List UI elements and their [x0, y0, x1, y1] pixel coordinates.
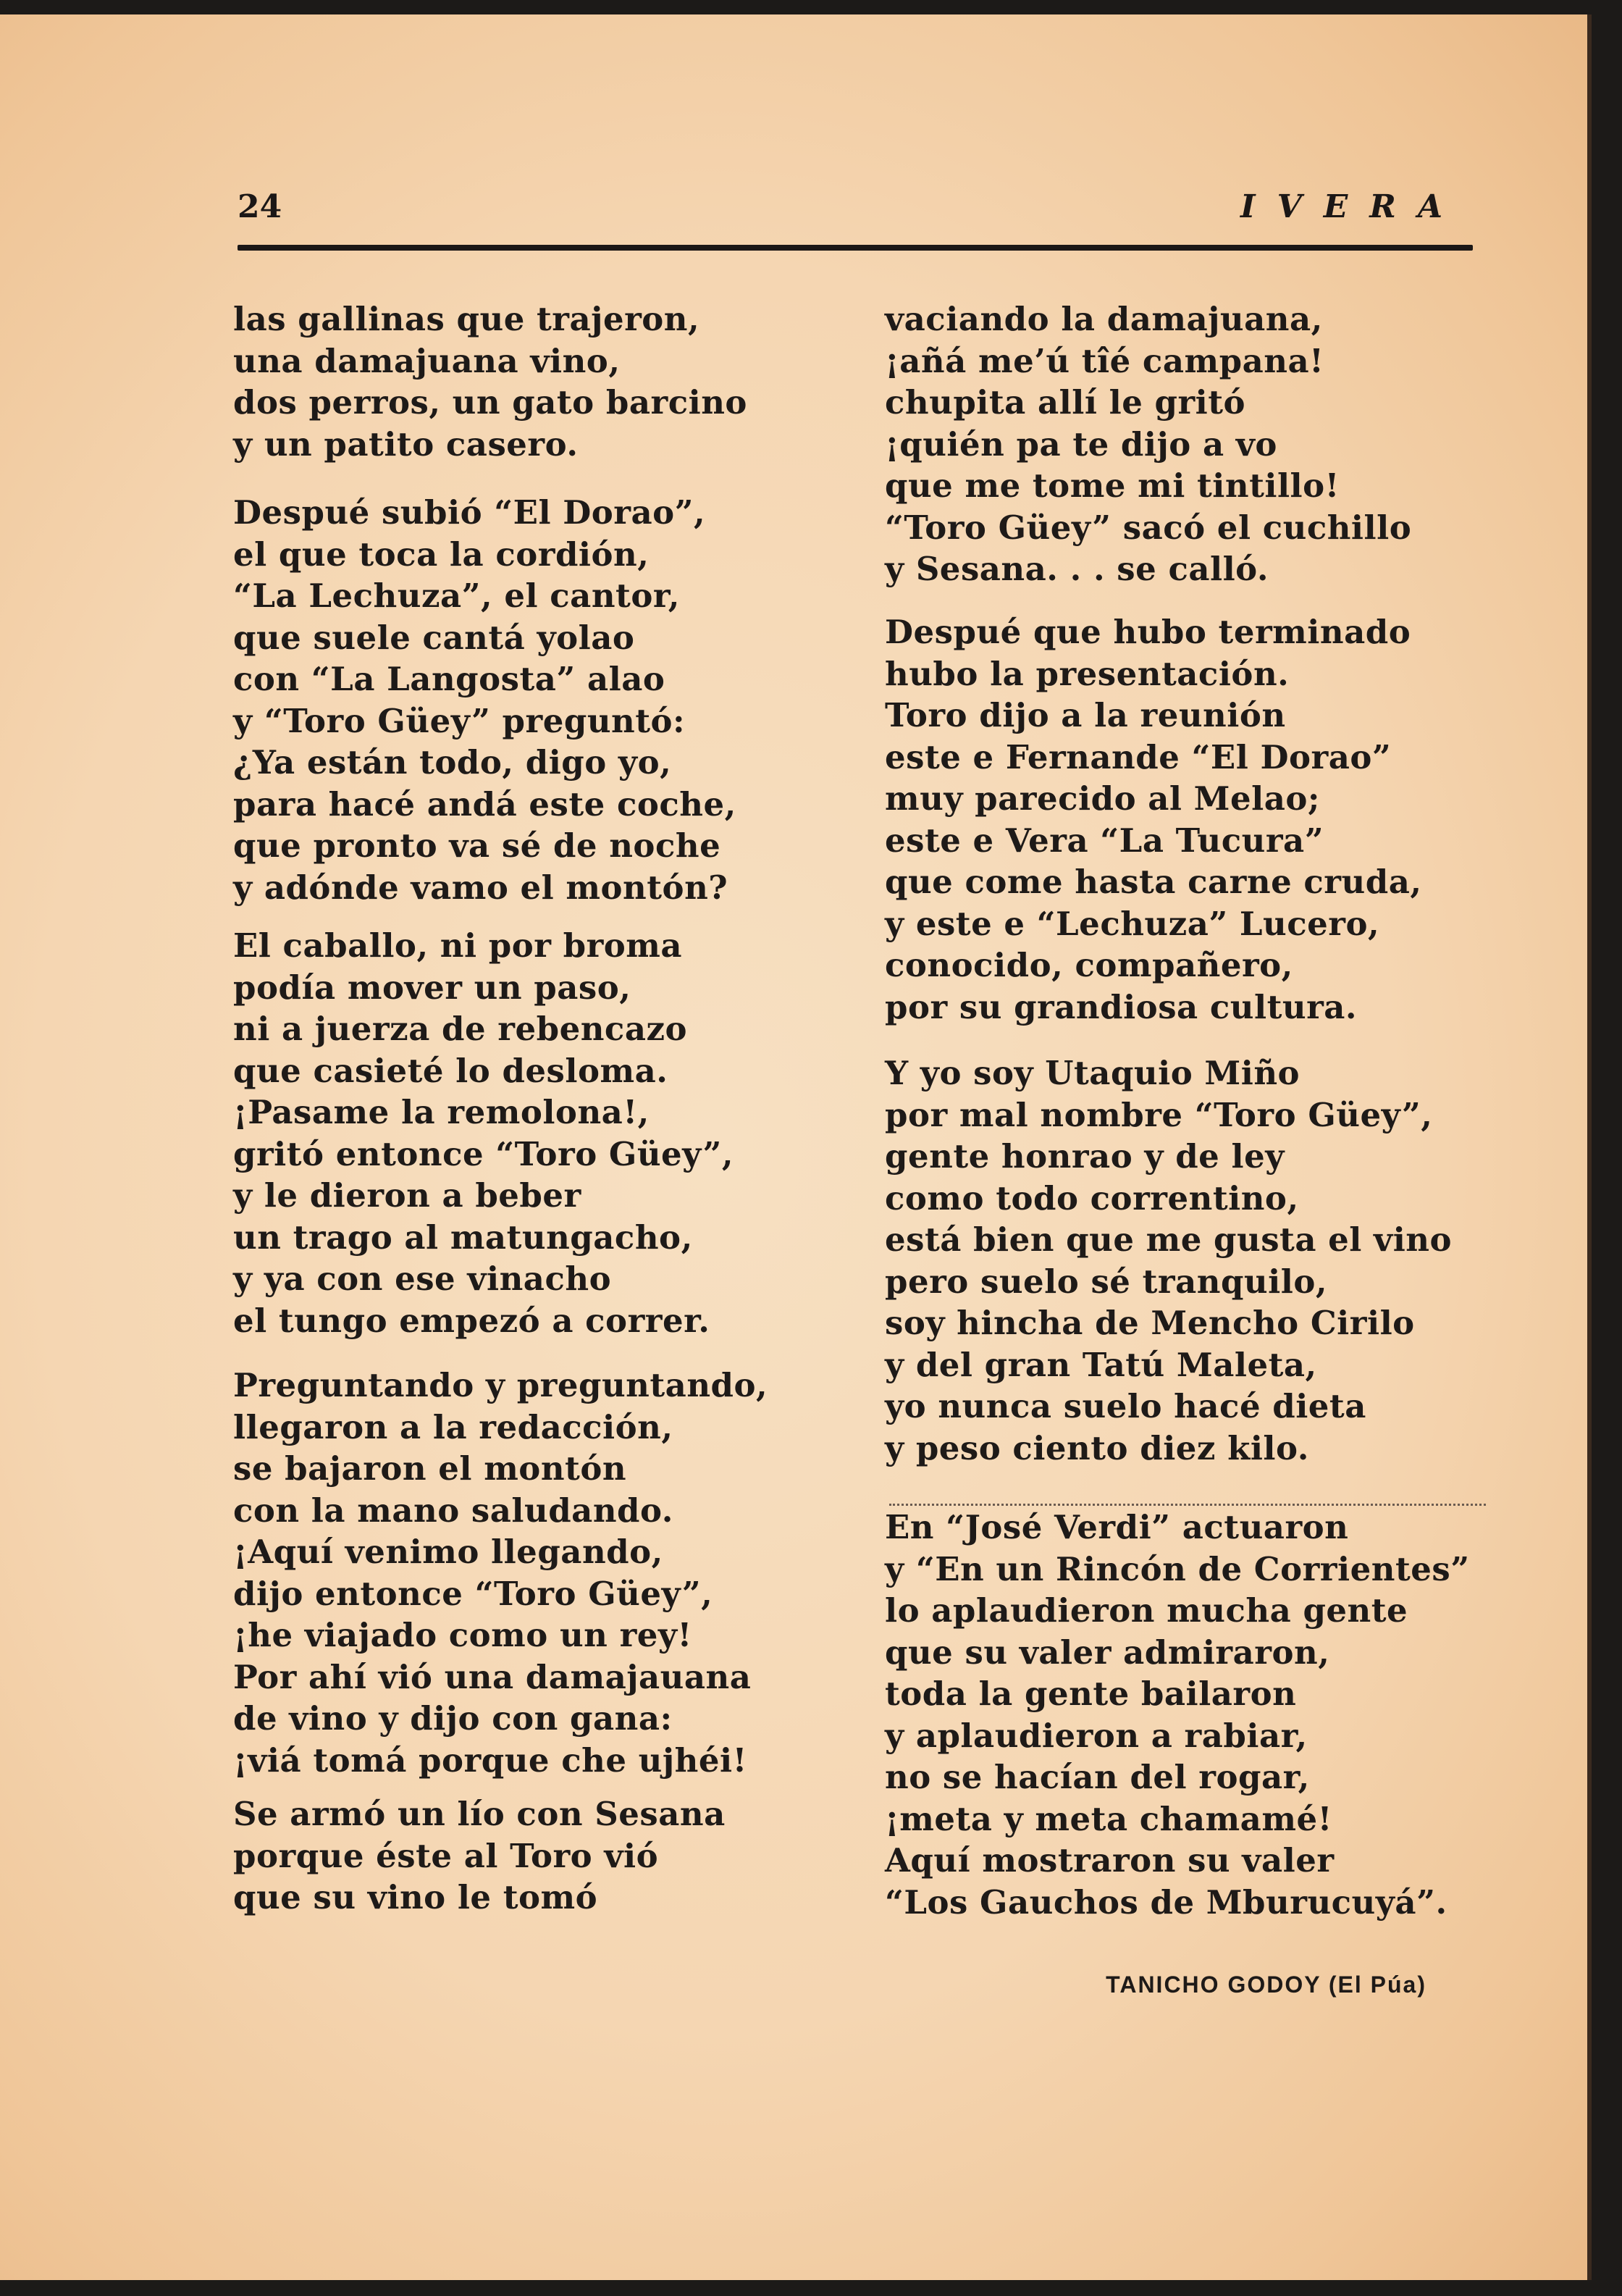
header-rule [238, 245, 1473, 251]
verse-line: un trago al matungacho, [233, 1218, 693, 1257]
verse-line: se bajaron el montón [233, 1449, 627, 1488]
verse-line: ¡quién pa te dijo a vo [885, 424, 1277, 464]
verse-line: dos perros, un gato barcino [233, 383, 747, 422]
verse-line: vaciando la damajuana, [885, 300, 1323, 338]
verse-line: con “La Langosta” alao [233, 660, 665, 698]
verse-line: este e Fernande “El Dorao” [885, 737, 1392, 776]
verse-line: y del gran Tatú Maleta, [885, 1345, 1317, 1384]
verse-line: gente honrao y de ley [885, 1137, 1285, 1176]
verse-line: que come hasta carne cruda, [885, 863, 1422, 901]
author-signature: TANICHO GODOY (El Púa) [1106, 1972, 1426, 1998]
stanza [885, 298, 1411, 590]
verse-line: y Sesana. . . se calló. [885, 550, 1269, 588]
verse-line: de vino y dijo con gana: [233, 1699, 673, 1738]
verse-line: “Los Gauchos de Mburucuyá”. [885, 1882, 1447, 1922]
verse-line: yo nunca suelo hacé dieta [885, 1387, 1366, 1425]
verse-line: y aplaudieron a rabiar, [885, 1716, 1308, 1755]
verse-line: y “En un Rincón de Corrientes” [885, 1549, 1470, 1588]
verse-line: que casieté lo desloma. [233, 1051, 668, 1090]
verse-line: Por ahí vió una damajauana [233, 1657, 752, 1696]
verse-line: ¡viá tomá porque che ujhéi! [233, 1740, 747, 1780]
verse-line: que su vino le tomó [233, 1878, 598, 1916]
verse-line: lo aplaudieron mucha gente [885, 1591, 1408, 1630]
verse-line: toda la gente bailaron [885, 1675, 1297, 1713]
stanza [885, 1052, 1452, 1469]
verse-line: El caballo, ni por broma [233, 926, 683, 965]
stanza [885, 611, 1422, 1028]
stanza [885, 1507, 1470, 1923]
verse-line: dijo entonce “Toro Güey”, [233, 1574, 713, 1613]
verse-line: Toro dijo a la reunión [885, 696, 1286, 734]
verse-line: que suele cantá yolao [233, 618, 635, 657]
verse-line: Despué que hubo terminado [885, 613, 1411, 651]
verse-line: por mal nombre “Toro Güey”, [885, 1095, 1433, 1134]
verse-line: con la mano saludando. [233, 1491, 673, 1530]
verse-line: las gallinas que trajeron, [233, 300, 700, 338]
stanza [233, 1793, 726, 1919]
verse-line: “La Lechuza”, el cantor, [233, 577, 680, 615]
verse-line: Se armó un lío con Sesana [233, 1795, 726, 1833]
magazine-page [0, 14, 1592, 2280]
stanza [233, 492, 736, 908]
page-number: 24 [238, 188, 282, 225]
verse-line: soy hincha de Mencho Cirilo [885, 1304, 1415, 1342]
verse-line: una damajuana vino, [233, 341, 621, 380]
verse-line: podía mover un paso, [233, 968, 631, 1007]
verse-line: está bien que me gusta el vino [885, 1220, 1453, 1259]
verse-line: como todo correntino, [885, 1178, 1299, 1218]
verse-line: Preguntando y preguntando, [233, 1366, 768, 1404]
verse-line: ni a juerza de rebencazo [233, 1010, 688, 1048]
verse-line: que me tome mi tintillo! [885, 466, 1340, 505]
verse-line: Despué subió “El Dorao”, [233, 493, 706, 532]
stanza [233, 1365, 768, 1781]
verse-line: para hacé andá este coche, [233, 784, 736, 824]
verse-line: hubo la presentación. [885, 654, 1290, 693]
verse-line: y adónde vamo el montón? [233, 868, 728, 907]
running-title: IVERA [1240, 188, 1464, 225]
verse-line: porque éste al Toro vió [233, 1836, 659, 1875]
verse-line: y le dieron a beber [233, 1176, 581, 1215]
verse-line: gritó entonce “Toro Güey”, [233, 1134, 734, 1173]
verse-line: y “Toro Güey” preguntó: [233, 701, 686, 740]
verse-line: pero suelo sé tranquilo, [885, 1262, 1327, 1301]
verse-line: Aquí mostraron su valer [885, 1841, 1335, 1880]
verse-line: no se hacían del rogar, [885, 1758, 1310, 1796]
verse-line: muy parecido al Melao; [885, 779, 1320, 818]
verse-line: y peso ciento diez kilo. [885, 1428, 1309, 1467]
verse-line: En “José Verdi” actuaron [885, 1508, 1349, 1546]
verse-line: y este e “Lechuza” Lucero, [885, 904, 1380, 943]
verse-line: por su grandiosa cultura. [885, 987, 1358, 1026]
verse-line: el tungo empezó a correr. [233, 1301, 710, 1340]
verse-line: ¡meta y meta chamamé! [885, 1799, 1332, 1838]
verse-line: llegaron a la redacción, [233, 1407, 673, 1446]
verse-line: ¡he viajado como un rey! [233, 1616, 692, 1654]
verse-line: ¿Ya están todo, digo yo, [233, 743, 672, 782]
verse-line: “Toro Güey” sacó el cuchillo [885, 508, 1412, 547]
verse-line: que su valer admiraron, [885, 1633, 1330, 1672]
verse-line: este e Vera “La Tucura” [885, 821, 1324, 860]
stanza [233, 925, 734, 1341]
section-divider [889, 1504, 1486, 1506]
verse-line: que pronto va sé de noche [233, 826, 721, 865]
verse-line: y ya con ese vinacho [233, 1260, 612, 1298]
verse-line: ¡añá me’ú tîé campana! [885, 341, 1324, 380]
verse-line: ¡Pasame la remolona!, [233, 1093, 650, 1131]
verse-line: conocido, compañero, [885, 946, 1293, 984]
verse-line: el que toca la cordión, [233, 535, 650, 574]
verse-line: chupita allí le gritó [885, 383, 1246, 422]
verse-line: ¡Aquí venimo llegando, [233, 1533, 663, 1571]
stanza [233, 298, 747, 465]
verse-line: y un patito casero. [233, 424, 579, 464]
verse-line: Y yo soy Utaquio Miño [885, 1054, 1300, 1092]
